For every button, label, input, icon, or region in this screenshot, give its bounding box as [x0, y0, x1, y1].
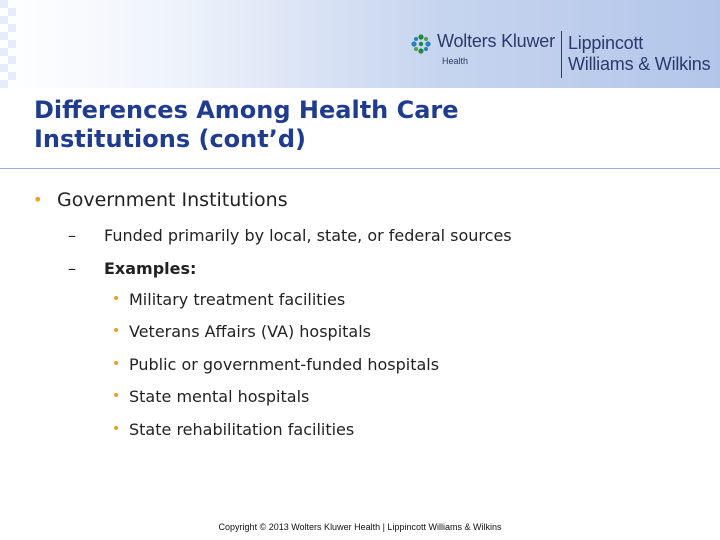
- bullet-dot-icon: •: [112, 291, 121, 307]
- brand-divider: [561, 31, 562, 78]
- dash-icon: –: [68, 259, 76, 278]
- title-divider: [0, 168, 720, 169]
- corner-decoration: [0, 0, 24, 88]
- example-item: State rehabilitation facilities: [129, 420, 355, 439]
- example-item: State mental hospitals: [129, 387, 310, 406]
- header-band: [0, 0, 720, 88]
- wolters-kluwer-logo-icon: [410, 33, 432, 55]
- slide-title: [34, 96, 694, 154]
- dash-icon: –: [68, 226, 76, 245]
- publisher-line-2: Williams & Wilkins: [568, 54, 711, 74]
- example-item: Public or government-funded hospitals: [129, 355, 440, 374]
- bullet-government-institutions: Government Institutions: [57, 189, 288, 211]
- bullet-dot-icon: •: [112, 421, 121, 437]
- bullet-dot-icon: •: [112, 356, 121, 372]
- bullet-funded: Funded primarily by local, state, or federal sources: [104, 226, 512, 245]
- copyright-footer: Copyright © 2013 Wolters Kluwer Health | Lippincott Williams & Wilkins: [218, 522, 502, 532]
- example-item: Military treatment facilities: [129, 290, 346, 309]
- bullet-dot-icon: •: [112, 323, 121, 339]
- brand-subtitle: Health: [442, 56, 469, 66]
- bullet-dot-icon: •: [33, 190, 43, 209]
- bullet-examples-heading: Examples:: [104, 259, 197, 278]
- example-item: Veterans Affairs (VA) hospitals: [129, 322, 371, 341]
- bullet-dot-icon: •: [112, 388, 121, 404]
- publisher-line-1: Lippincott: [568, 33, 644, 53]
- slide-title-line-1: Differences Among Health Care: [34, 96, 459, 124]
- brand-name: Wolters Kluwer: [437, 31, 555, 51]
- slide-title-line-2: Institutions (cont’d): [34, 125, 306, 153]
- publisher-name: [568, 33, 710, 75]
